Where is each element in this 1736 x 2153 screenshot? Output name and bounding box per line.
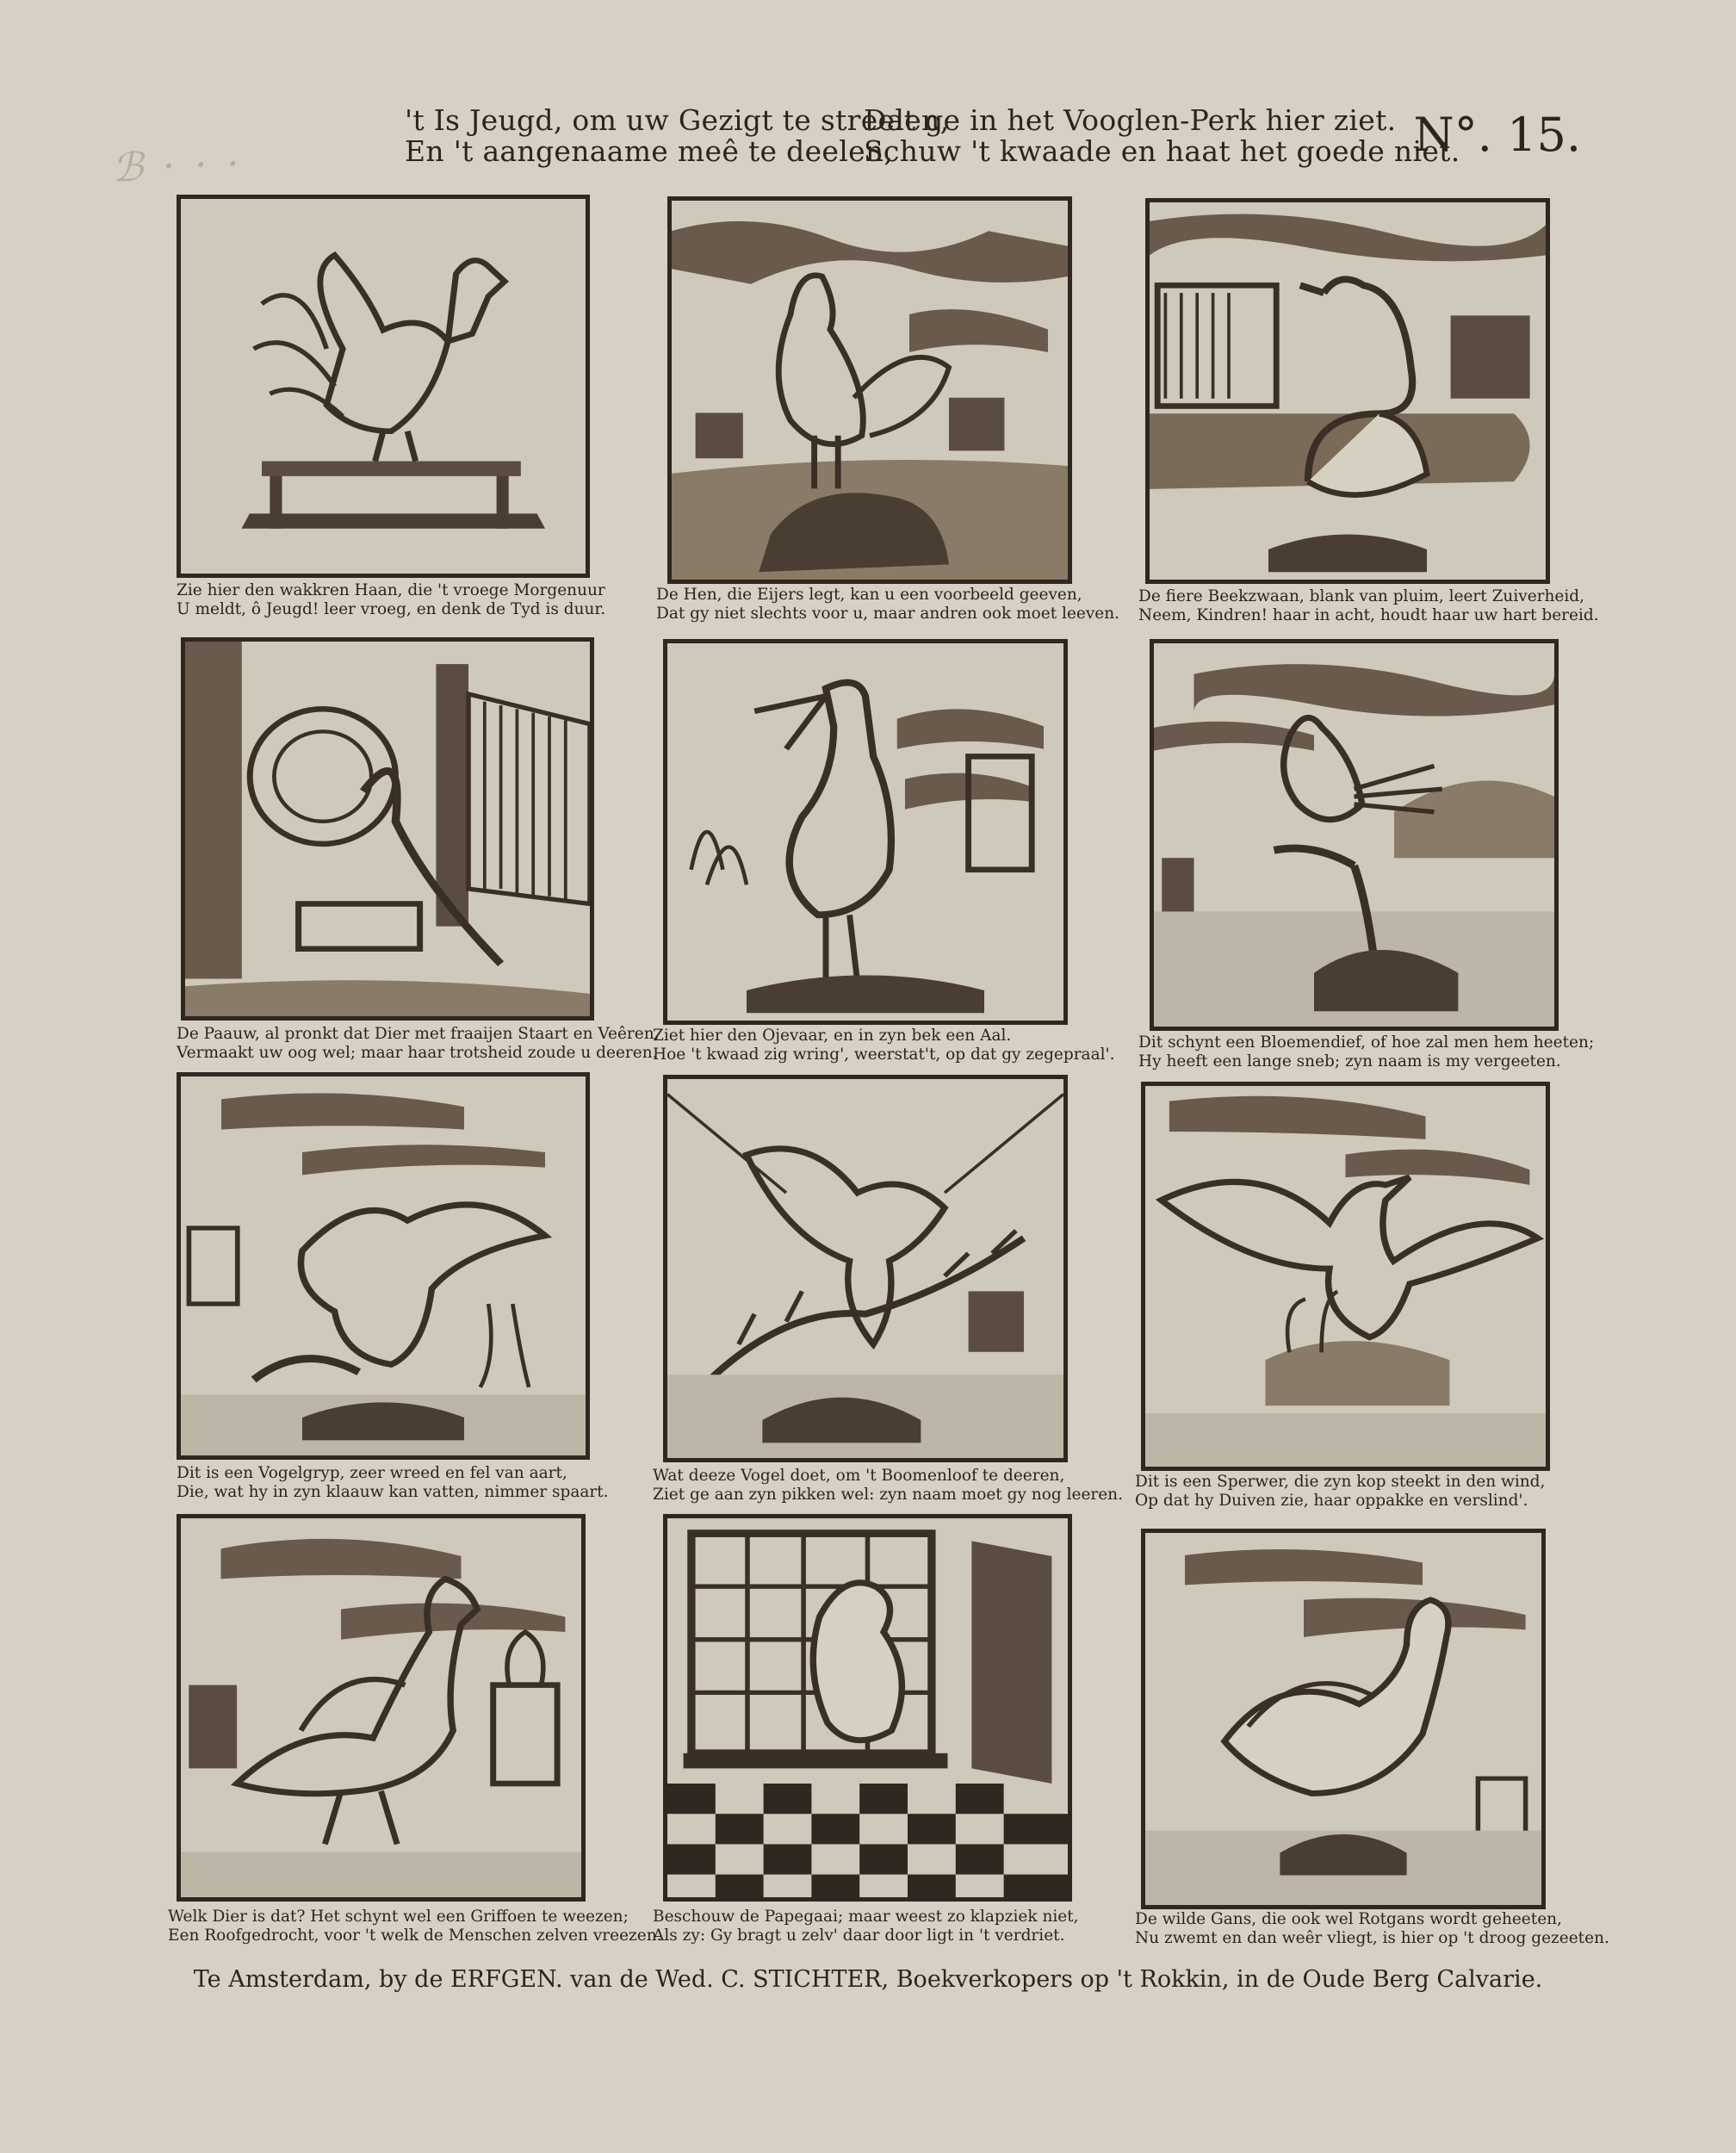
peacock-woodcut-icon [185,642,590,1016]
caption-line: Hy heeft een lange sneb; zyn naam is my vergeeten. [1138,1052,1561,1070]
caption-hen [656,586,1119,624]
panel-goose [1141,1529,1546,1909]
caption-line: Op dat hy Duiven zie, haar oppakke en verslind'. [1135,1492,1528,1510]
caption-vulture [177,1464,609,1502]
bullfinch-woodcut-icon [1154,643,1554,1027]
header-verse-line: En 't aangenaame meê te deelen, [405,134,894,168]
caption-line: Wat deeze Vogel doet, om 't Boomenloof te deeren, [653,1467,1065,1485]
header-verse-line: Schuw 't kwaade en haat het goede niet. [864,134,1460,168]
header-verse-line: Dat ge in het Vooglen-Perk hier ziet. [864,103,1397,137]
caption-bullfinch [1138,1033,1594,1071]
panel-vulture [177,1072,590,1460]
caption-line: De Hen, die Eijers legt, kan u een voorbeeld geeven, [656,586,1082,604]
hen-woodcut-icon [672,201,1068,580]
panel-songbird [663,1075,1068,1462]
panel-hen [667,196,1072,584]
stork-woodcut-icon [667,643,1063,1021]
caption-line: Welk Dier is dat? Het schynt wel een Griffoen te weezen; [168,1908,629,1926]
panel-rooster [177,195,590,578]
caption-hawk [1135,1473,1545,1511]
panel-peacock [181,637,594,1021]
caption-line: Dat gy niet slechts voor u, maar andren ook moet leeven. [656,605,1120,623]
caption-line: Dit is een Vogelgryp, zeer wreed en fel van aart, [177,1464,567,1482]
goose-woodcut-icon [1145,1533,1541,1905]
caption-line: Ziet ge aan zyn pikken wel: zyn naam moet gy nog leeren. [653,1486,1123,1504]
panel-griffin [177,1514,586,1902]
caption-line: Zie hier den wakkren Haan, die 't vroege Morgenuur [177,581,605,599]
sheet-number: N°. 15. [1413,108,1581,162]
panel-hawk [1141,1082,1550,1471]
panel-stork [663,639,1068,1025]
caption-line: Neem, Kindren! haar in acht, houdt haar uw hart bereid. [1138,606,1599,624]
panel-bullfinch [1150,639,1559,1031]
griffin-woodcut-icon [181,1518,581,1897]
caption-griffin [168,1908,662,1945]
caption-line: Vermaakt uw oog wel; maar haar trotsheid zoude u deeren. [177,1044,658,1062]
caption-parrot [653,1908,1079,1945]
caption-line: Een Roofgedrocht, voor 't welk de Menschen zelven vreezen. [168,1927,662,1945]
imprint-footer: Te Amsterdam, by de ERFGEN. van de Wed. C. STICHTER, Boekverkopers op 't Rokkin, in de Oude Berg Calvarie. [193,1966,1543,1993]
caption-stork [653,1027,1115,1064]
caption-line: De wilde Gans, die ook wel Rotgans wordt geheeten, [1135,1910,1562,1928]
caption-line: Dit is een Sperwer, die zyn kop steekt in den wind, [1135,1473,1546,1491]
caption-line: De Paauw, al pronkt dat Dier met fraaijen Staart en Veêren, [177,1025,660,1043]
parrot-woodcut-icon [667,1518,1068,1897]
caption-rooster [177,581,605,619]
caption-line: De fiere Beekzwaan, blank van pluim, leert Zuiverheid, [1138,587,1585,605]
caption-line: Als zy: Gy bragt u zelv' daar door ligt in 't verdriet. [653,1927,1065,1945]
caption-swan [1138,587,1599,625]
caption-line: Ziet hier den Ojevaar, en in zyn bek een Aal. [653,1027,1012,1045]
hawk-woodcut-icon [1145,1086,1546,1467]
vulture-woodcut-icon [181,1076,586,1455]
caption-line: Nu zwemt en dan weêr vliegt, is hier op 't droog gezeeten. [1135,1929,1609,1947]
caption-line: Beschouw de Papegaai; maar weest zo klapziek niet, [653,1908,1079,1926]
caption-line: U meldt, ô Jeugd! leer vroeg, en denk de Tyd is duur. [177,600,606,618]
panel-parrot [663,1514,1072,1902]
caption-peacock [177,1025,660,1063]
swan-woodcut-icon [1150,202,1546,580]
songbird-woodcut-icon [667,1079,1063,1458]
header-verse-right [864,105,1460,167]
caption-line: Dit schynt een Bloemendief, of hoe zal men hem heeten; [1138,1033,1595,1052]
caption-line: Hoe 't kwaad zig wring', weerstat't, op dat gy zegepraal'. [653,1045,1115,1064]
caption-goose [1135,1910,1609,1948]
caption-songbird [653,1467,1123,1505]
caption-line: Die, wat hy in zyn klaauw kan vatten, nimmer spaart. [177,1483,609,1501]
panel-swan [1145,198,1550,584]
faint-handwritten-mark: ℬ · · · [111,140,244,191]
rooster-woodcut-icon [181,199,586,574]
header-verse-line: 't Is Jeugd, om uw Gezigt te streelen, [405,103,950,137]
